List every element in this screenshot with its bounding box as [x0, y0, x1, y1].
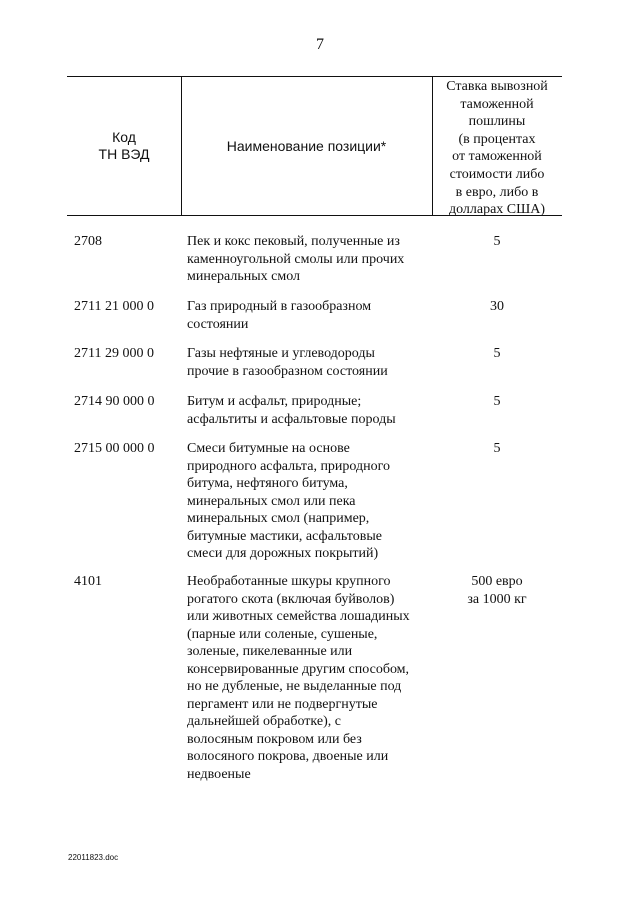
row-rate: 30: [490, 299, 504, 314]
row-rate: 5: [493, 394, 501, 409]
row-name: Необработанные шкуры крупного рогатого скота (включая буйволов) или животных семейства лошадиных (парные или соленые, сушеные, золеные, пикелеванные или консервированные другим способом, но не дубленые, не выделанные под пергамент или не подвергнутые дальнейшей обработке), с волосяным покровом или без волосяного покрова, двоеные или недвоеные: [187, 574, 410, 782]
header-name: Наименование позиции*: [226, 138, 387, 154]
row-rate: 5: [493, 346, 501, 361]
table-top-rule: [67, 76, 562, 77]
row-code: 4101: [74, 574, 102, 589]
row-rate: 5: [493, 234, 501, 249]
row-name: Битум и асфальт, природные; асфальтиты и асфальтовые породы: [187, 394, 396, 427]
row-name: Газ природный в газообразном состоянии: [187, 299, 372, 332]
row-code: 2715 00 000 0: [74, 441, 155, 456]
page-number: 7: [316, 36, 324, 53]
row-name: Смеси битумные на основе природного асфальта, природного битума, нефтяного битума, минеральных смол или пека минеральных смол (например, битумные мастики, асфальтовые смеси для дорожных покрытий): [187, 441, 391, 561]
row-rate: 5: [493, 441, 501, 456]
header-rate: Ставка вывозной таможенной пошлины (в процентах от таможенной стоимости либо в евро, либо в долларах США): [446, 79, 548, 218]
document-filename: 22011823.doc: [68, 853, 119, 862]
row-code: 2708: [74, 234, 102, 249]
row-name: Пек и кокс пековый, полученные из каменноугольной смолы или прочих минеральных смол: [187, 234, 405, 284]
row-code: 2714 90 000 0: [74, 394, 155, 409]
row-rate: 500 евро за 1000 кг: [467, 574, 527, 607]
row-code: 2711 29 000 0: [74, 346, 154, 361]
header-code: Код ТН ВЭД: [98, 129, 150, 162]
row-code: 2711 21 000 0: [74, 299, 154, 314]
row-name: Газы нефтяные и углеводороды прочие в газообразном состоянии: [187, 346, 388, 379]
